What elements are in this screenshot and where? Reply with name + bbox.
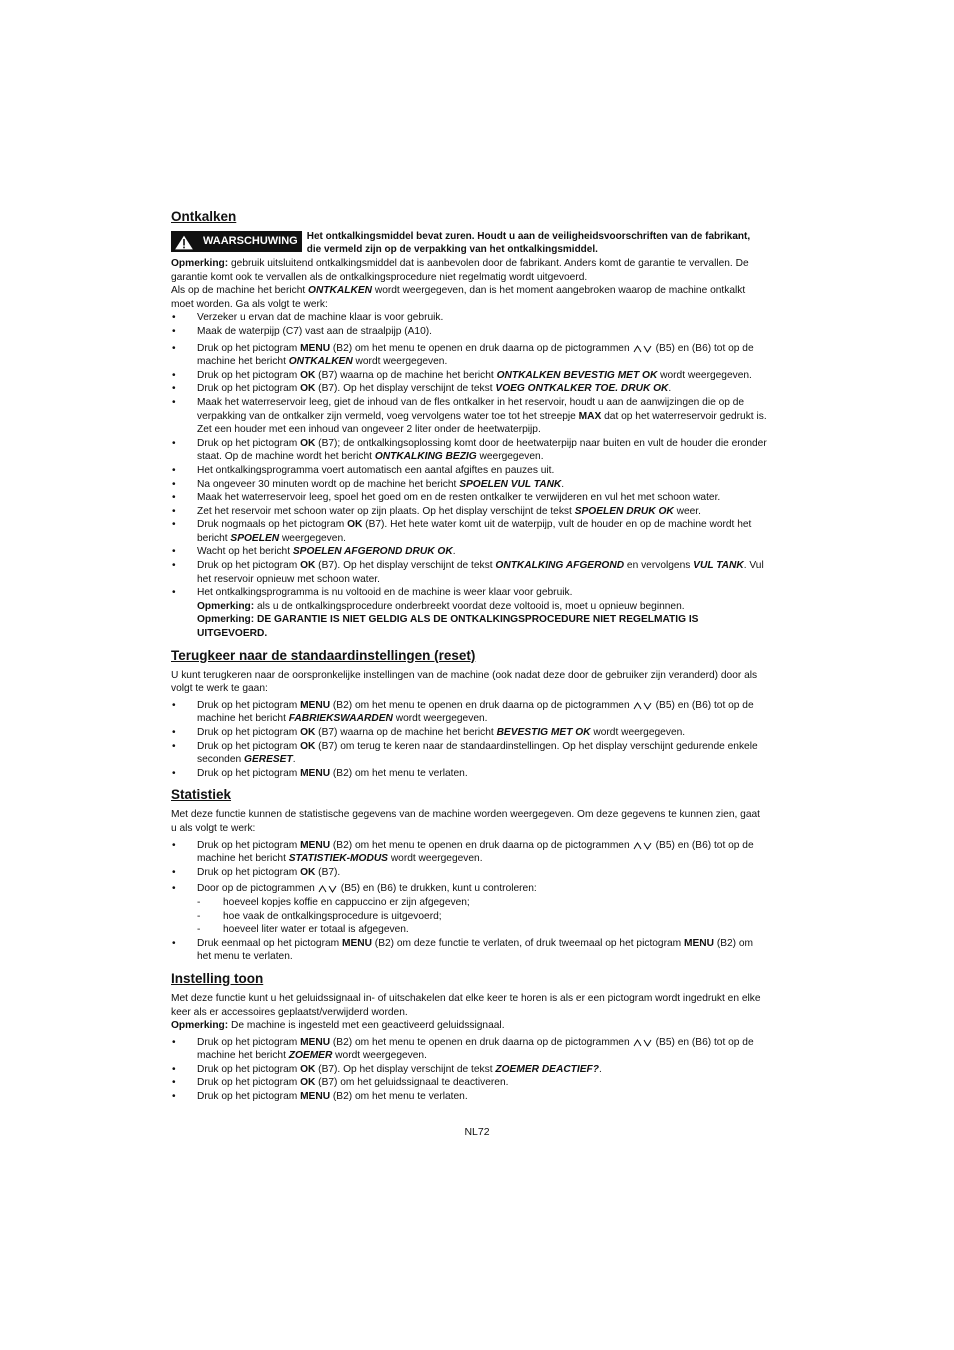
text-span: (B7). Op het display verschijnt de tekst <box>315 560 496 572</box>
key-name: OK <box>300 437 316 449</box>
text-span: Verzeker u ervan dat de machine klaar is voor gebruik. <box>197 312 444 324</box>
section-title-ontkalken: Ontkalken <box>171 209 237 224</box>
key-name: MENU <box>683 937 714 949</box>
text-span: wordt weergegeven. <box>352 356 448 368</box>
text-span: . <box>452 546 456 558</box>
text-span: . <box>668 383 672 395</box>
note-label: Opmerking: <box>171 1020 229 1032</box>
text-span: Het ontkalkingsprogramma voert automatisch een aantal afgiftes en pauzes uit. <box>197 464 555 476</box>
text-span: wordt weergegeven. <box>332 1050 427 1062</box>
list-item <box>171 311 767 325</box>
text-span: (B2) om het menu te verlaten. <box>330 767 468 779</box>
list-item <box>171 437 767 464</box>
list-item <box>171 586 767 640</box>
text-span: Druk op het pictogram <box>197 839 301 851</box>
text-span: Druk op het pictogram <box>197 437 301 449</box>
text-span: (B7); de ontkalkingsoplossing komt door de heetwaterpijp naar buiten en vult de houder die eronder staat. Op de machine wordt het bericht <box>197 437 767 463</box>
text-span: weer. <box>673 505 701 517</box>
text-span: (B2) om het menu te verlaten. <box>330 1091 468 1103</box>
list-item <box>171 464 767 478</box>
text-span: wordt weergegeven. <box>387 853 483 865</box>
display-message: GERESET <box>244 754 293 766</box>
up-down-arrows-icon <box>633 344 653 354</box>
list-item <box>171 882 767 936</box>
section-title-statistiek: Statistiek <box>171 787 232 803</box>
text-span: wordt weergegeven, dan is het moment aangebroken waarop de machine ontkalkt moet worden. Ga als volgt te werk: <box>171 285 746 310</box>
display-message: FABRIEKSWAARDEN <box>288 713 393 725</box>
text-span: en vervolgens <box>624 560 694 572</box>
key-name: MENU <box>300 342 331 354</box>
display-message: ONTKALKING AFGEROND <box>495 560 625 572</box>
steps-list-toon <box>171 1036 767 1104</box>
text-span: Druk op het pictogram <box>197 1063 301 1075</box>
text-span: Het ontkalkingsprogramma is nu voltooid en de machine is weer klaar voor gebruik. <box>197 587 573 599</box>
text-span: (B5) en (B6) tot op de machine het bericht <box>197 1036 754 1062</box>
text-span: Druk op het pictogram <box>197 1036 301 1048</box>
steps-list-reset <box>171 699 767 781</box>
page-number: NL72 <box>464 1126 490 1138</box>
text-span: (B7) waarna op de machine het bericht <box>315 369 497 381</box>
display-message: SPOELEN <box>230 532 280 544</box>
list-item <box>171 491 767 505</box>
list-item <box>171 699 767 726</box>
display-message: SPOELEN DRUK OK <box>574 505 674 517</box>
key-name: MAX <box>578 410 602 422</box>
display-message: SPOELEN VUL TANK <box>459 478 562 490</box>
list-item <box>171 740 767 767</box>
text-span: Door op de pictogrammen <box>197 883 315 895</box>
list-item <box>171 396 767 437</box>
display-message: ONTKALKEN <box>288 356 353 368</box>
text-span: wordt weergegeven. <box>590 727 686 738</box>
key-name: OK <box>300 1063 316 1075</box>
text-span: (B2) om het menu te openen en druk daarna op de pictogrammen <box>330 342 630 354</box>
list-item <box>171 369 767 383</box>
text-span: weergegeven. <box>476 451 544 463</box>
statistics-list <box>197 896 767 937</box>
note-text: De machine is ingesteld met een geactiveerd geluidssignaal. <box>228 1020 505 1032</box>
text-span: . Vul het reservoir opnieuw met schoon water. <box>197 560 764 585</box>
text-span: Zet het reservoir met schoon water op zijn plaats. Op het display verschijnt de tekst <box>197 505 575 517</box>
up-down-arrows-icon <box>633 1038 653 1048</box>
text-span: (B7). Op het display verschijnt de tekst <box>315 383 496 395</box>
note-label: Opmerking: <box>171 258 229 269</box>
key-name: OK <box>300 866 316 878</box>
text-span: (B5) en (B6) tot op de machine het bericht <box>197 699 754 725</box>
list-item <box>171 382 767 396</box>
list-item <box>171 325 767 339</box>
text-span: (B7). Op het display verschijnt de tekst <box>315 1063 496 1075</box>
steps-list-statistiek <box>171 839 767 964</box>
text-span: (B7) waarna op de machine het bericht <box>315 727 497 738</box>
display-message: STATISTIEK-MODUS <box>288 853 388 865</box>
up-down-arrows-icon <box>633 701 653 711</box>
key-name: OK <box>300 1077 316 1089</box>
text-span: (B7). Het hete water komt uit de waterpijp, vult de houder en op de machine wordt het bericht <box>197 519 752 544</box>
text-span: Druk op het pictogram <box>197 740 301 752</box>
text-span: (B5) en (B6) tot op de machine het bericht <box>197 839 754 865</box>
list-item <box>171 726 767 740</box>
note-text: gebruik uitsluitend ontkalkingsmiddel dat is aanbevolen door de fabrikant. Anders komt de garantie te vervallen. De garantie komt ook te vervallen als de ontkalkingsprocedure niet regelmatig wordt uitgevoerd. <box>171 258 749 283</box>
key-name: MENU <box>341 937 372 949</box>
text-span: . <box>561 478 565 490</box>
text-span: Druk op het pictogram <box>197 727 301 738</box>
list-item <box>171 1063 767 1077</box>
text-span: Druk op het pictogram <box>197 342 301 354</box>
intro-paragraph <box>171 284 767 311</box>
warning-label: WAARSCHUWING <box>203 234 298 247</box>
up-down-arrows-icon <box>633 841 653 851</box>
text-span: Druk op het pictogram <box>197 383 301 395</box>
text-span: Druk nogmaals op het pictogram <box>197 519 348 531</box>
text-span: Druk op het pictogram <box>197 1077 301 1089</box>
display-message: ONTKALKEN <box>308 285 372 297</box>
text-span: (B5) en (B6) te drukken, kunt u controleren: <box>340 883 537 895</box>
display-message: SPOELEN AFGEROND DRUK OK <box>292 546 453 558</box>
list-item <box>171 505 767 519</box>
list-item: - hoeveel kopjes koffie en cappuccino er zijn afgegeven; <box>197 896 767 910</box>
section-title-instelling-toon: Instelling toon <box>171 970 264 986</box>
text-span: (B2) om het menu te openen en druk daarna op de pictogrammen <box>330 839 630 851</box>
text-span: weergegeven. <box>279 532 346 544</box>
text-span: Maak de waterpijp (C7) vast aan de straalpijp (A10). <box>197 325 432 337</box>
key-name: MENU <box>300 767 331 779</box>
display-message: ONTKALKEN BEVESTIG MET OK <box>496 369 658 381</box>
text-span: (B5) en (B6) tot op de machine het bericht <box>197 342 754 368</box>
note-label: Opmerking: <box>197 614 255 626</box>
warning-triangle-icon <box>173 233 195 251</box>
steps-list-ontkalken <box>171 311 767 640</box>
note-paragraph <box>171 1019 767 1033</box>
list-item <box>171 478 767 492</box>
warranty-warning: DE GARANTIE IS NIET GELDIG ALS DE ONTKALKINGSPROCEDURE NIET REGELMATIG IS UITGEVOERD. <box>197 614 699 640</box>
list-item <box>171 342 767 369</box>
text-span: Maak het waterreservoir leeg, spoel het goed om en de resten ontkalker te verwijderen en vul het met schoon water. <box>197 492 721 504</box>
key-name: OK <box>300 383 316 395</box>
list-item <box>171 839 767 866</box>
key-name: OK <box>347 519 363 531</box>
key-name: MENU <box>300 839 331 851</box>
warning-badge <box>171 231 302 252</box>
list-item <box>171 518 767 545</box>
note-label: Opmerking: <box>197 600 255 612</box>
text-span: Na ongeveer 30 minuten wordt op de machine het bericht <box>197 478 460 490</box>
text-span: Druk op het pictogram <box>197 699 301 711</box>
list-item <box>171 559 767 586</box>
text-span: Druk op het pictogram <box>197 1091 301 1103</box>
text-span: . <box>598 1063 602 1075</box>
text-span: Wacht op het bericht <box>197 546 293 558</box>
text-span: (B2) om deze functie te verlaten, of druk tweemaal op het pictogram <box>371 937 684 949</box>
text-span: (B2) om het menu te verlaten. <box>197 937 754 963</box>
list-item <box>171 1076 767 1090</box>
list-item <box>171 1090 767 1104</box>
display-message: VUL TANK <box>693 560 744 572</box>
text-span: Druk op het pictogram <box>197 866 301 878</box>
text-span: (B2) om het menu te openen en druk daarna op de pictogrammen <box>330 699 630 711</box>
text-span: dat op het waterreservoir gedrukt is. Zet een houder met een inhoud van ongeveer 2 liter onder de heetwaterpijp. <box>197 410 767 436</box>
key-name: OK <box>300 369 316 381</box>
text-span: (B7) om het geluidssignaal te deactiveren. <box>315 1077 509 1089</box>
text-span: (B2) om het menu te openen en druk daarna op de pictogrammen <box>330 1036 630 1048</box>
key-name: MENU <box>300 699 331 711</box>
section-title-reset: Terugkeer naar de standaardinstellingen (reset) <box>171 647 476 663</box>
key-name: OK <box>300 727 316 738</box>
key-name: MENU <box>300 1091 331 1103</box>
list-item <box>171 937 767 964</box>
text-span: Druk op het pictogram <box>197 560 301 572</box>
text-span: . <box>292 754 296 766</box>
list-item <box>171 1036 767 1063</box>
list-item: - hoeveel liter water er totaal is afgegeven. <box>197 923 767 937</box>
intro-paragraph: Met deze functie kunt u het geluidssignaal in- of uitschakelen dat elke keer te horen is als er een pictogram wordt ingedrukt en elke keer als er accessoires geplaatst/verwijderd worden. <box>171 992 761 1018</box>
key-name: OK <box>300 560 316 572</box>
list-item: - hoe vaak de ontkalkingsprocedure is uitgevoerd; <box>197 910 767 924</box>
warning-text: Het ontkalkingsmiddel bevat zuren. Houdt u aan de veiligheidsvoorschriften van de fabrikant, die vermeld zijn op de verpakking van het ontkalkingsmiddel. <box>306 231 751 255</box>
text-span: wordt weergegeven. <box>657 369 752 381</box>
up-down-arrows-icon <box>318 884 338 894</box>
text-span: Druk op het pictogram <box>197 369 301 381</box>
intro-paragraph: U kunt terugkeren naar de oorspronkelijke instellingen van de machine (ook nadat deze door de gebruiker zijn veranderd) door als volgt te werk te gaan: <box>171 669 758 695</box>
list-item <box>171 866 767 880</box>
key-name: MENU <box>300 1036 331 1048</box>
display-message: ONTKALKING BEZIG <box>374 451 477 463</box>
display-message: VOEG ONTKALKER TOE. DRUK OK <box>495 383 669 395</box>
text-span: Maak het waterreservoir leeg, giet de inhoud van de fles ontkalker in het reservoir, houdt u aan de aanwijzingen die op de verpakking van de ontkalker zijn vermeld, voeg vervolgens water toe tot het streepje <box>197 396 745 422</box>
display-message: BEVESTIG MET OK <box>496 727 591 738</box>
display-message: ZOEMER <box>288 1050 333 1062</box>
text-span: Druk op het pictogram <box>197 767 301 779</box>
text-span: als u de ontkalkingsprocedure onderbreekt voordat deze voltooid is, moet u opnieuw beginnen. <box>254 600 685 612</box>
text-span: wordt weergegeven. <box>392 713 488 725</box>
display-message: ZOEMER DEACTIEF? <box>495 1063 599 1075</box>
list-item <box>171 767 767 781</box>
key-name: OK <box>300 740 316 752</box>
text-span: (B7). <box>315 866 341 878</box>
intro-paragraph: Met deze functie kunnen de statistische gegevens van de machine worden weergegeven. Om deze gegevens te kunnen zien, gaat u als volgt te werk: <box>171 809 760 834</box>
list-item <box>171 545 767 559</box>
text-span: Druk eenmaal op het pictogram <box>197 937 342 949</box>
note-paragraph <box>171 257 767 284</box>
text-span: Als op de machine het bericht <box>171 285 309 297</box>
manual-page <box>171 208 767 1104</box>
text-span: (B7) om terug te keren naar de standaardinstellingen. Op het display verschijnt gedurende enkele seconden <box>197 740 758 766</box>
warning-block <box>171 230 767 256</box>
